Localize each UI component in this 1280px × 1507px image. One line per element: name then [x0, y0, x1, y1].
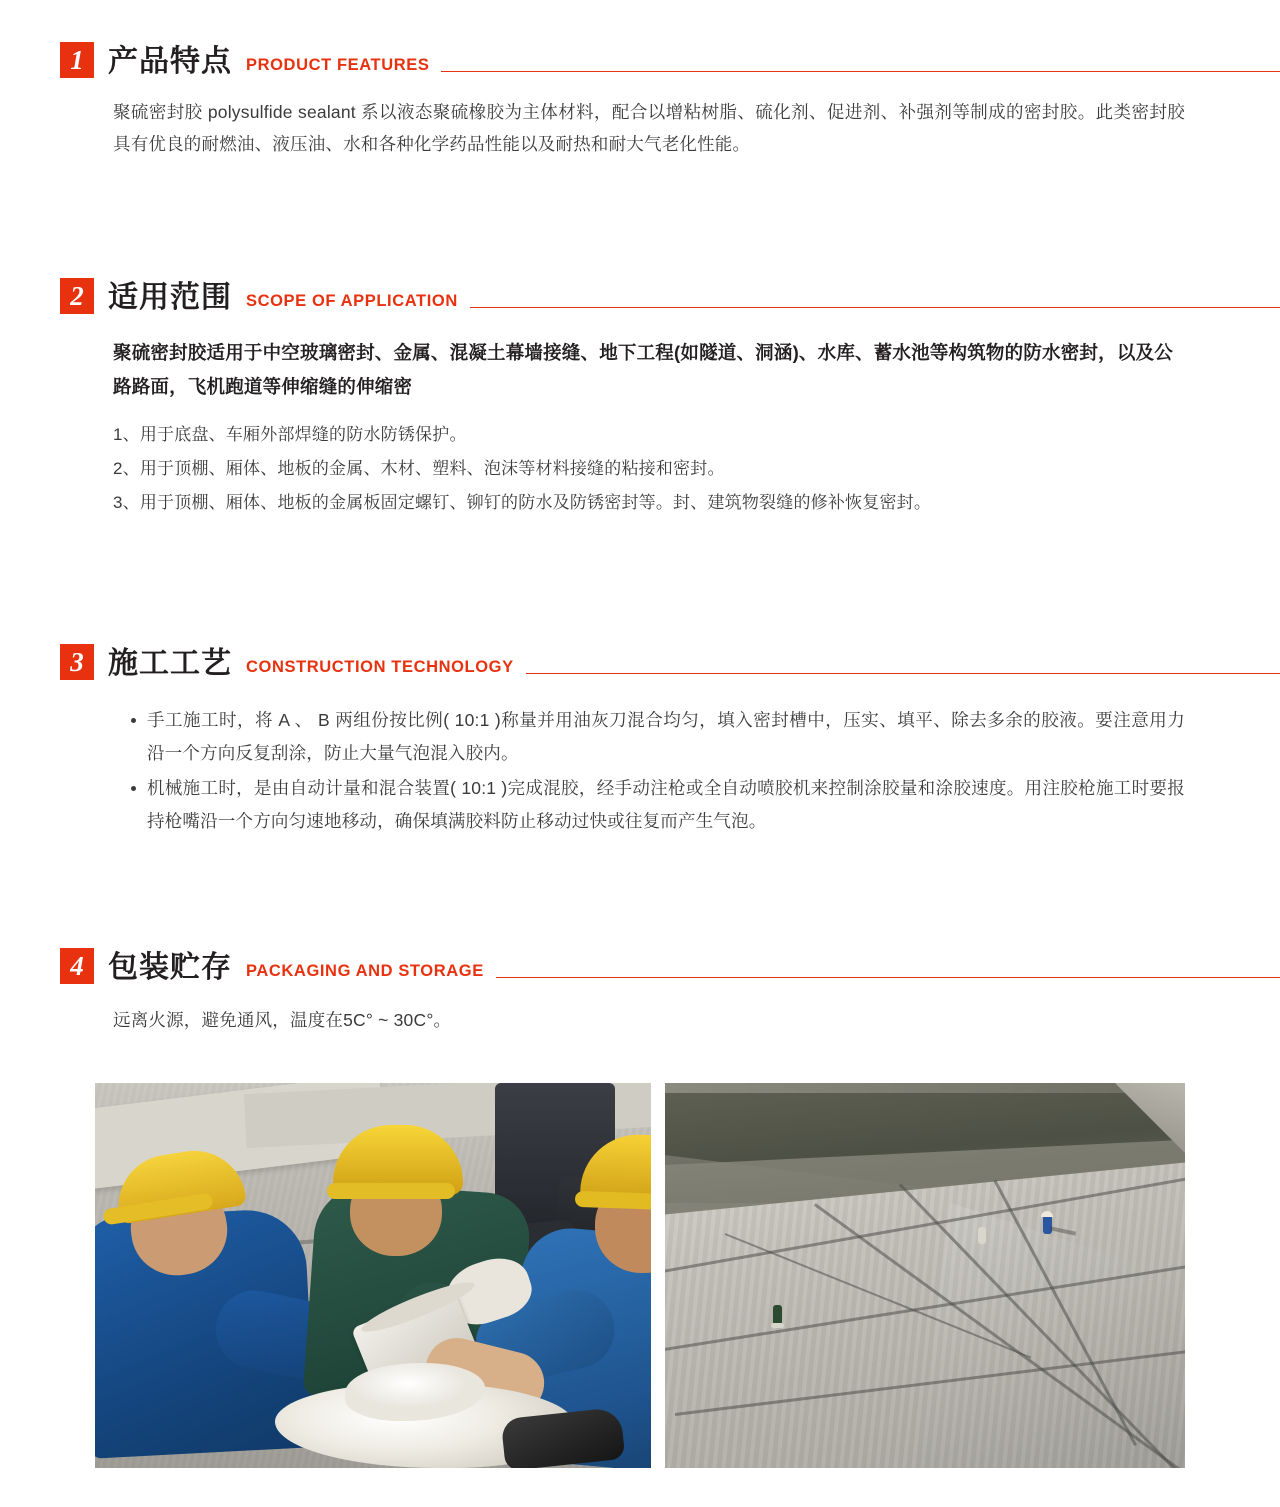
section-3-bullet-2: 机械施工时，是由自动计量和混合装置( 10:1 )完成混胶，经手动注枪或全自动喷胶机来控制涂胶量和涂胶速度。用注胶枪施工时要报持枪嘴沿一个方向匀速地移动，确保填满胶料防止移动过快或往复而产生气泡。 — [131, 772, 1185, 838]
section-3-title-en: CONSTRUCTION TECHNOLOGY — [246, 658, 514, 676]
aerial-concrete-slope-photo — [665, 1083, 1185, 1468]
section-3-number: 3 — [60, 644, 94, 680]
yellow-hardhat-icon — [327, 1183, 455, 1199]
distant-worker — [773, 1305, 782, 1325]
section-1-rule — [441, 71, 1280, 72]
distant-worker — [1043, 1215, 1052, 1234]
section-2-lead: 聚硫密封胶适用于中空玻璃密封、金属、混凝土幕墙接缝、地下工程(如隧道、洞涵)、水库、蓄水池等构筑物的防水密封，以及公路路面，飞机跑道等伸缩缝的伸缩密 — [113, 342, 1173, 397]
section-4-header — [0, 942, 1280, 986]
section-3-header — [0, 638, 1280, 682]
section-1-title-en: PRODUCT FEATURES — [246, 56, 430, 74]
workers-mixing-sealant-photo — [95, 1083, 651, 1468]
section-2-item-2: 2、用于顶棚、厢体、地板的金属、木材、塑料、泡沫等材料接缝的粘接和密封。 — [113, 459, 725, 478]
section-packaging-and-storage — [0, 942, 1280, 1036]
section-3-title-cn: 施工工艺 — [108, 647, 232, 680]
section-4-rule — [496, 977, 1280, 978]
photo-gallery — [95, 1083, 1185, 1468]
section-2-rule — [470, 307, 1280, 308]
section-2-item-3: 3、用于顶棚、厢体、地板的金属板固定螺钉、铆钉的防水及防锈密封等。封、建筑物裂缝的修补恢复密封。 — [113, 493, 932, 512]
section-4-title-cn: 包装贮存 — [108, 951, 232, 984]
distant-worker-hardhat — [1041, 1211, 1053, 1217]
section-product-features — [0, 36, 1280, 160]
section-4-number: 4 — [60, 948, 94, 984]
section-scope-of-application — [0, 272, 1280, 520]
section-2-body — [0, 336, 1280, 520]
section-1-number: 1 — [60, 42, 94, 78]
section-3-body — [0, 704, 1280, 838]
section-4-body — [0, 1004, 1280, 1036]
section-4-title-en: PACKAGING AND STORAGE — [246, 962, 484, 980]
section-construction-technology — [0, 638, 1280, 840]
section-3-bullet-1: 手工施工时，将 A 、 B 两组份按比例( 10:1 )称量并用油灰刀混合均匀，填入密封槽中，压实、填平、除去多余的胶液。要注意用力沿一个方向反复刮涂，防止大量气泡混入胶内。 — [131, 704, 1185, 770]
section-1-header — [0, 36, 1280, 80]
section-2-header — [0, 272, 1280, 316]
section-3-bullet-list — [113, 704, 1185, 838]
section-2-title-en: SCOPE OF APPLICATION — [246, 292, 458, 310]
section-4-paragraph: 远离火源，避免通风，温度在5C° ~ 30C°。 — [113, 1010, 452, 1030]
section-2-numbered-list — [113, 418, 1185, 520]
section-1-title-cn: 产品特点 — [108, 45, 232, 78]
distant-worker — [978, 1227, 986, 1244]
section-2-title-cn: 适用范围 — [108, 281, 232, 314]
section-2-item-1: 1、用于底盘、车厢外部焊缝的防水防锈保护。 — [113, 425, 467, 444]
section-2-number: 2 — [60, 278, 94, 314]
section-3-rule — [526, 673, 1280, 674]
section-1-paragraph: 聚硫密封胶 polysulfide sealant 系以液态聚硫橡胶为主体材料，配合以增粘树脂、硫化剂、促进剂、补强剂等制成的密封胶。此类密封胶具有优良的耐燃油、液压油、水和各种化学药品性能以及耐热和耐大气老化性能。 — [113, 102, 1185, 154]
top-edge-band — [665, 1083, 1185, 1093]
distant-worker-material — [771, 1323, 784, 1328]
section-1-body — [0, 96, 1280, 160]
